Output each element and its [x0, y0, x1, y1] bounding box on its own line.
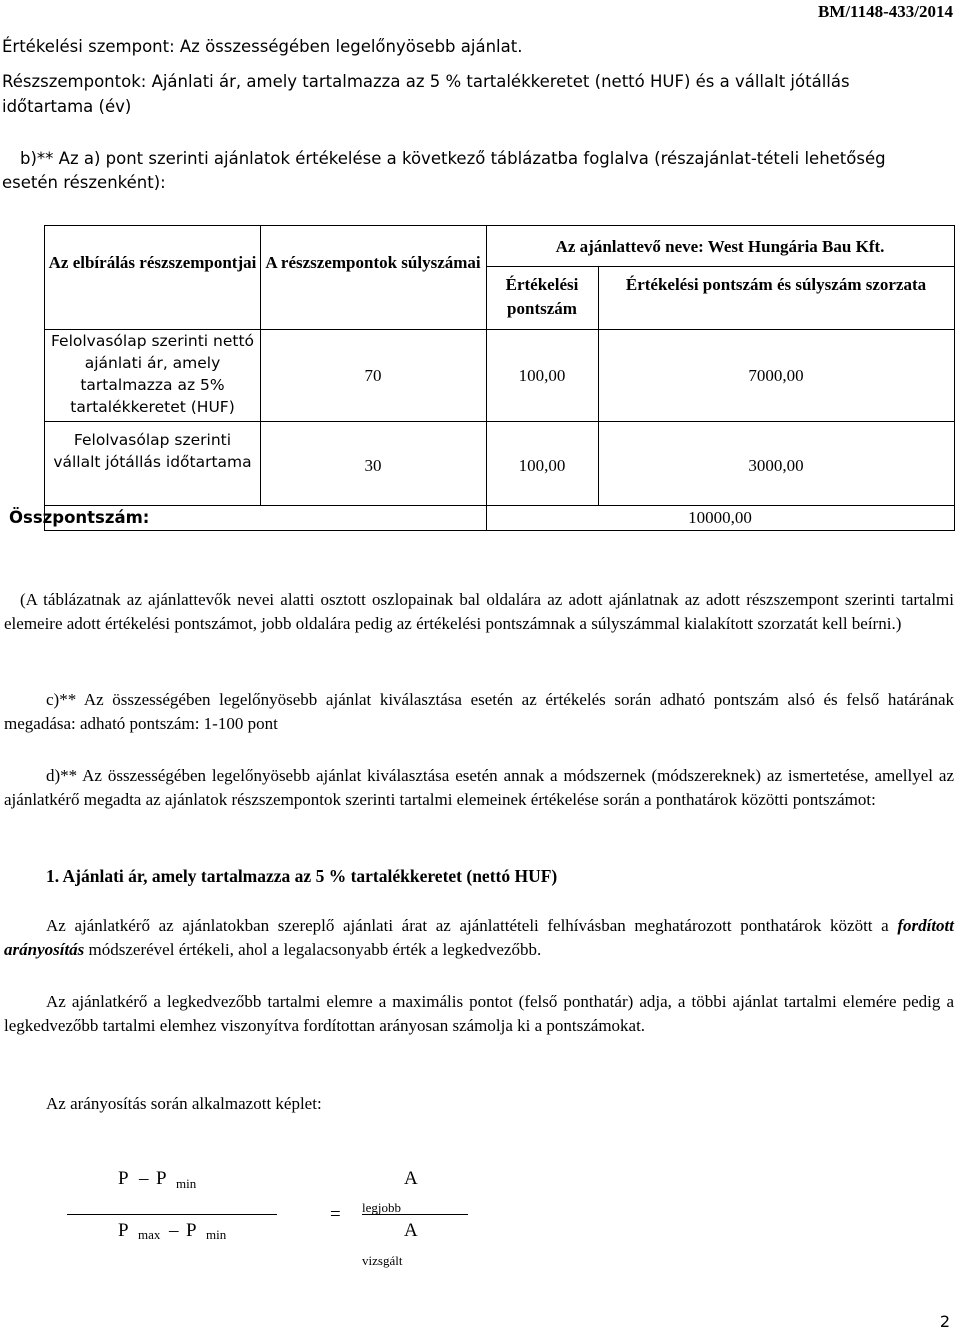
total-value: 10000,00: [688, 508, 752, 527]
formula-min-sub: min: [176, 1176, 197, 1191]
para1-emphasis: fordított arányosítás: [4, 916, 954, 960]
para1-after: módszerével értékeli, ahol a legalacsonyabb érték a legkedvezőbb.: [84, 940, 542, 960]
formula-denom-p: P: [118, 1220, 129, 1241]
formula-p: P: [118, 1168, 129, 1189]
formula-denom-min-sub: min: [206, 1227, 227, 1242]
row1-product: 7000,00: [748, 366, 804, 385]
formula-intro: Az arányosítás során alkalmazott képlet:: [46, 1094, 322, 1113]
formula-best-sub: legjobb: [362, 1200, 401, 1215]
formula-max-sub: max: [138, 1227, 161, 1242]
formula-a-best: A: [404, 1168, 418, 1189]
row2-weight: 30: [364, 456, 382, 475]
row2-product: 3000,00: [748, 456, 804, 475]
criteria-b-line1: b)** Az a) pont szerinti ajánlatok értékelése a következő táblázatba foglalva (részajánlat-tételi lehetőség: [20, 149, 886, 168]
criteria-sub-line2: időtartama (év): [2, 97, 132, 116]
para1-before: Az ajánlatkérő az ajánlatokban szereplő ajánlati árat az ajánlattételi felhívásban meghatározott ponthatárok között a: [46, 916, 898, 935]
table-note: (A táblázatnak az ajánlattevők nevei alatti osztott oszlopainak bal oldalára az adott ajánlatnak az adott részszempont szerinti tartalmi elemeire adott értékelési pontszámot, jobb oldalára pedig az értékelési pontszámnak a súlyszámmal kialakított szorzatát kell beírni.): [4, 590, 954, 634]
header-product: Értékelési pontszám és súlyszám szorzata: [625, 275, 927, 294]
paragraph-scoring: Az ajánlatkérő a legkedvezőbb tartalmi elemre a maximális pontot (felső ponthatár) adja, a többi ajánlat tartalmi elemére pedig a legkedvezőbb tartalmi elemhez viszonyítva fordítottan arányosan számolja ki a pontszámokat.: [4, 992, 954, 1036]
total-label: Összpontszám:: [9, 508, 150, 527]
header-weights: A részszempontok súlyszámai: [265, 253, 481, 272]
section-d: d)** Az összességében legelőnyösebb ajánlat kiválasztása esetén annak a módszernek (módszereknek) az ismertetése, amellyel az ajánlatkérő megadta az ajánlatok részszempontok szerinti tartalmi elemeinek értékelése során a ponthatárok közötti pontszámot:: [4, 766, 954, 810]
formula-p-min: P: [156, 1168, 167, 1189]
row1-score: 100,00: [518, 366, 566, 385]
formula-examined-sub: vizsgált: [362, 1253, 403, 1268]
formula-a-examined: A: [404, 1220, 418, 1241]
document-id: BM/1148-433/2014: [817, 2, 953, 21]
formula-denom-p-min: P: [186, 1220, 197, 1241]
header-bidder: Az ajánlattevő neve: West Hungária Bau Kft.: [555, 237, 885, 256]
header-score: Értékelési pontszám: [505, 275, 579, 318]
formula-equals: =: [330, 1204, 341, 1225]
row1-weight: 70: [364, 366, 382, 385]
formula-minus: –: [139, 1168, 149, 1189]
section-c: c)** Az összességében legelőnyösebb ajánlat kiválasztása esetén az értékelés során adható pontszám alsó és felső határának megadása: adható pontszám: 1-100 pont: [4, 690, 954, 734]
header-criteria: Az elbírálás részszempontjai: [48, 253, 257, 272]
row2-score: 100,00: [518, 456, 566, 475]
page-number: 2: [939, 1312, 950, 1331]
row1-criterion: Felolvasólap szerinti nettó ajánlati ár, amely tartalmazza az 5% tartalékkeretet (HUF): [50, 332, 255, 416]
formula-denom-minus: –: [169, 1220, 179, 1241]
criteria-b-line2: esetén részenként):: [2, 173, 166, 192]
heading-price: 1. Ajánlati ár, amely tartalmazza az 5 % tartalékkeretet (nettó HUF): [46, 866, 558, 886]
criteria-main: Értékelési szempont: Az összességében legelőnyösebb ajánlat.: [2, 37, 523, 56]
criteria-sub-line1: Részszempontok: Ajánlati ár, amely tartalmazza az 5 % tartalékkeretet (nettó HUF) és a vállalt jótállás: [2, 72, 850, 91]
row2-criterion: Felolvasólap szerinti vállalt jótállás időtartama: [53, 431, 252, 471]
